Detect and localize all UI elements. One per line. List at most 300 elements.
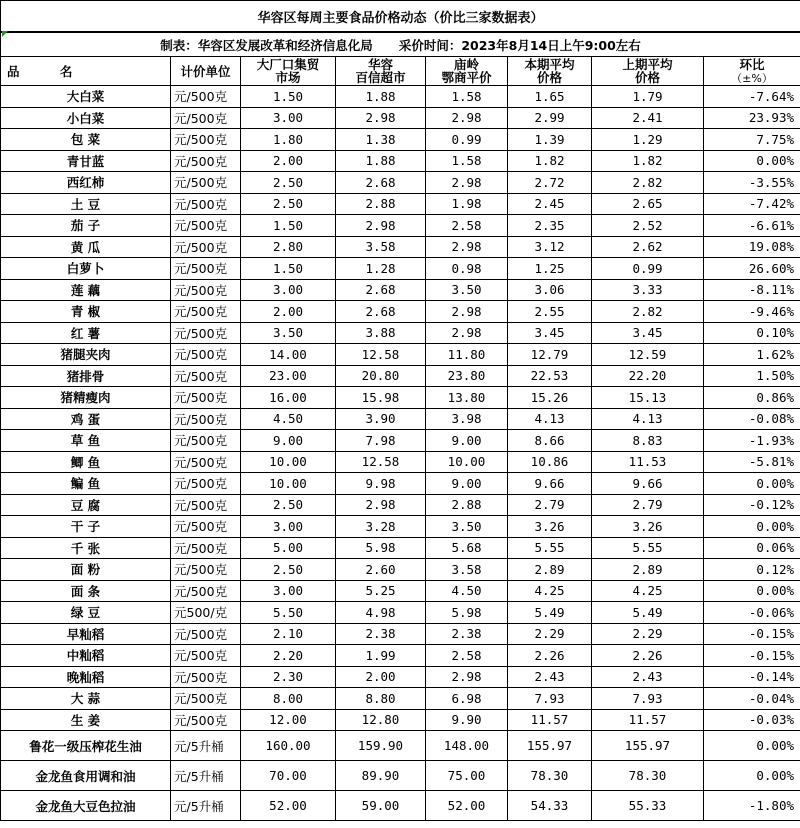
cell-unit: 元/500克 [171,172,241,194]
cell-previous-avg: 2.79 [592,494,704,516]
cell-market-3: 1.58 [426,150,508,172]
cell-current-avg: 2.35 [508,215,592,237]
cell-current-avg: 2.89 [508,559,592,581]
cell-name: 金龙鱼食用调和油 [1,761,171,791]
cell-previous-avg: 2.43 [592,666,704,688]
cell-previous-avg: 0.99 [592,258,704,280]
cell-current-avg: 78.30 [508,761,592,791]
cell-market-1: 1.50 [241,215,336,237]
cell-unit: 元/5升桶 [171,761,241,791]
cell-ratio: 0.00% [704,761,800,791]
cell-name: 青甘蓝 [1,150,171,172]
cell-market-3: 3.58 [426,559,508,581]
cell-ratio: -0.15% [704,623,800,645]
cell-unit: 元/500克 [171,258,241,280]
cell-ratio: -1.93% [704,430,800,452]
cell-name: 黄 瓜 [1,236,171,258]
cell-previous-avg: 2.89 [592,559,704,581]
table-row [1,451,800,473]
cell-current-avg: 1.82 [508,150,592,172]
cell-market-1: 10.00 [241,451,336,473]
cell-market-2: 2.38 [336,623,426,645]
cell-market-3: 2.88 [426,494,508,516]
table-row [1,791,800,821]
cell-market-2: 2.98 [336,107,426,129]
cell-ratio: 0.12% [704,559,800,581]
cell-market-3: 75.00 [426,761,508,791]
cell-name: 鲁花一级压榨花生油 [1,731,171,761]
cell-current-avg: 3.12 [508,236,592,258]
cell-market-1: 160.00 [241,731,336,761]
cell-previous-avg: 2.82 [592,301,704,323]
cell-name: 金龙鱼大豆色拉油 [1,791,171,821]
cell-market-3: 2.98 [426,107,508,129]
cell-market-1: 52.00 [241,791,336,821]
cell-current-avg: 5.49 [508,602,592,624]
cell-current-avg: 7.93 [508,688,592,710]
cell-market-2: 15.98 [336,387,426,409]
cell-market-2: 2.98 [336,215,426,237]
table-row [1,516,800,538]
cell-unit: 元/500克 [171,408,241,430]
cell-name: 包 菜 [1,129,171,151]
cell-current-avg: 4.13 [508,408,592,430]
header-name: 品 名 [1,57,171,86]
cell-unit: 元/500克 [171,322,241,344]
cell-market-3: 2.98 [426,172,508,194]
cell-previous-avg: 22.20 [592,365,704,387]
cell-name: 大白菜 [1,86,171,108]
cell-name: 鲫 鱼 [1,451,171,473]
cell-previous-avg: 1.79 [592,86,704,108]
cell-market-3: 1.98 [426,193,508,215]
cell-current-avg: 2.45 [508,193,592,215]
cell-ratio: -5.81% [704,451,800,473]
cell-unit: 元/500克 [171,107,241,129]
cell-market-2: 3.28 [336,516,426,538]
cell-name: 千 张 [1,537,171,559]
cell-name: 绿 豆 [1,602,171,624]
page-title: 华容区每周主要食品价格动态（价比三家数据表） [1,1,800,33]
cell-market-2: 20.80 [336,365,426,387]
cell-previous-avg: 4.13 [592,408,704,430]
cell-market-1: 10.00 [241,473,336,495]
cell-current-avg: 2.79 [508,494,592,516]
table-row [1,761,800,791]
cell-current-avg: 2.43 [508,666,592,688]
cell-name: 草 鱼 [1,430,171,452]
cell-market-3: 9.00 [426,473,508,495]
cell-current-avg: 2.72 [508,172,592,194]
cell-name: 早籼稻 [1,623,171,645]
cell-previous-avg: 2.41 [592,107,704,129]
cell-market-3: 5.68 [426,537,508,559]
cell-name: 大 蒜 [1,688,171,710]
cell-market-1: 9.00 [241,430,336,452]
cell-market-3: 2.98 [426,301,508,323]
cell-ratio: 0.86% [704,387,800,409]
cell-ratio: -9.46% [704,301,800,323]
cell-market-2: 59.00 [336,791,426,821]
cell-unit: 元500/克 [171,602,241,624]
table-row [1,236,800,258]
cell-market-2: 5.98 [336,537,426,559]
cell-market-2: 3.90 [336,408,426,430]
cell-market-3: 1.58 [426,86,508,108]
cell-previous-avg: 7.93 [592,688,704,710]
header-row [1,57,800,86]
cell-previous-avg: 4.25 [592,580,704,602]
cell-previous-avg: 55.33 [592,791,704,821]
cell-name: 鳊 鱼 [1,473,171,495]
cell-current-avg: 2.55 [508,301,592,323]
cell-ratio: -0.08% [704,408,800,430]
cell-market-1: 2.50 [241,193,336,215]
maker-label: 制表：华容区发展改革和经济信息化局 [160,37,373,53]
table-row [1,387,800,409]
cell-name: 青 椒 [1,301,171,323]
table-row [1,86,800,108]
cell-unit: 元/5升桶 [171,791,241,821]
cell-previous-avg: 1.82 [592,150,704,172]
cell-ratio: 23.93% [704,107,800,129]
cell-current-avg: 4.25 [508,580,592,602]
cell-unit: 元/500克 [171,688,241,710]
cell-market-3: 5.98 [426,602,508,624]
cell-market-3: 3.98 [426,408,508,430]
cell-market-3: 2.98 [426,322,508,344]
cell-market-2: 7.98 [336,430,426,452]
cell-market-1: 2.20 [241,645,336,667]
cell-ratio: 0.00% [704,150,800,172]
table-row [1,301,800,323]
cell-ratio: 19.08% [704,236,800,258]
cell-market-1: 5.50 [241,602,336,624]
cell-current-avg: 11.57 [508,709,592,731]
cell-previous-avg: 5.49 [592,602,704,624]
cell-comment-marker [2,31,8,37]
cell-previous-avg: 11.57 [592,709,704,731]
cell-name: 猪排骨 [1,365,171,387]
cell-current-avg: 9.66 [508,473,592,495]
table-row [1,645,800,667]
cell-current-avg: 2.29 [508,623,592,645]
cell-ratio: 0.00% [704,516,800,538]
table-row [1,430,800,452]
cell-name: 西红柿 [1,172,171,194]
table-row [1,494,800,516]
cell-market-1: 23.00 [241,365,336,387]
cell-previous-avg: 2.82 [592,172,704,194]
cell-name: 猪腿夹肉 [1,344,171,366]
cell-ratio: -7.64% [704,86,800,108]
cell-ratio: -3.55% [704,172,800,194]
cell-market-2: 1.28 [336,258,426,280]
header-unit: 计价单位 [171,57,241,86]
cell-market-3: 6.98 [426,688,508,710]
table-row [1,129,800,151]
cell-market-1: 16.00 [241,387,336,409]
cell-unit: 元/500克 [171,559,241,581]
cell-name: 生 姜 [1,709,171,731]
cell-unit: 元/500克 [171,365,241,387]
header-previous-avg: 上期平均 价格 [592,57,704,86]
cell-market-2: 1.88 [336,86,426,108]
header-ratio: 环比 （±%） [704,57,800,86]
cell-unit: 元/500克 [171,451,241,473]
cell-market-1: 14.00 [241,344,336,366]
cell-ratio: -8.11% [704,279,800,301]
cell-current-avg: 1.65 [508,86,592,108]
cell-ratio: -7.42% [704,193,800,215]
cell-market-2: 3.88 [336,322,426,344]
cell-market-1: 2.10 [241,623,336,645]
table-row [1,408,800,430]
cell-market-1: 2.80 [241,236,336,258]
cell-name: 豆 腐 [1,494,171,516]
table-row [1,666,800,688]
cell-ratio: -6.61% [704,215,800,237]
cell-name: 面 粉 [1,559,171,581]
cell-market-3: 10.00 [426,451,508,473]
cell-market-3: 0.98 [426,258,508,280]
cell-market-1: 1.80 [241,129,336,151]
cell-current-avg: 8.66 [508,430,592,452]
cell-previous-avg: 155.97 [592,731,704,761]
cell-market-3: 2.58 [426,215,508,237]
cell-current-avg: 5.55 [508,537,592,559]
cell-name: 中籼稻 [1,645,171,667]
cell-previous-avg: 11.53 [592,451,704,473]
cell-current-avg: 3.45 [508,322,592,344]
cell-previous-avg: 2.62 [592,236,704,258]
cell-market-3: 3.50 [426,516,508,538]
cell-ratio: 0.00% [704,580,800,602]
cell-previous-avg: 78.30 [592,761,704,791]
cell-current-avg: 3.06 [508,279,592,301]
cell-market-3: 9.00 [426,430,508,452]
cell-ratio: -0.15% [704,645,800,667]
cell-ratio: 26.60% [704,258,800,280]
cell-market-1: 8.00 [241,688,336,710]
cell-previous-avg: 2.26 [592,645,704,667]
cell-ratio: 0.06% [704,537,800,559]
cell-market-1: 3.00 [241,516,336,538]
cell-current-avg: 10.86 [508,451,592,473]
cell-market-1: 3.00 [241,279,336,301]
table-row [1,559,800,581]
cell-previous-avg: 2.29 [592,623,704,645]
table-row [1,709,800,731]
cell-market-1: 70.00 [241,761,336,791]
cell-unit: 元/500克 [171,666,241,688]
table-row [1,344,800,366]
cell-unit: 元/500克 [171,236,241,258]
cell-previous-avg: 8.83 [592,430,704,452]
cell-market-1: 2.00 [241,301,336,323]
cell-unit: 元/500克 [171,129,241,151]
cell-market-1: 2.50 [241,559,336,581]
collect-time-label: 采价时间：2023年8月14日上午9:00左右 [398,37,641,53]
cell-ratio: 0.00% [704,731,800,761]
cell-unit: 元/500克 [171,150,241,172]
table-row [1,150,800,172]
cell-name: 干 子 [1,516,171,538]
header-market-2: 华容 百信超市 [336,57,426,86]
table-row [1,279,800,301]
cell-market-1: 3.00 [241,580,336,602]
header-market-3: 庙岭 鄂商平价 [426,57,508,86]
cell-market-3: 9.90 [426,709,508,731]
cell-current-avg: 54.33 [508,791,592,821]
cell-market-1: 1.50 [241,86,336,108]
cell-unit: 元/500克 [171,86,241,108]
cell-market-1: 4.50 [241,408,336,430]
cell-previous-avg: 2.52 [592,215,704,237]
cell-market-2: 5.25 [336,580,426,602]
cell-unit: 元/500克 [171,494,241,516]
cell-market-3: 2.98 [426,666,508,688]
cell-current-avg: 155.97 [508,731,592,761]
cell-name: 小白菜 [1,107,171,129]
cell-ratio: 1.50% [704,365,800,387]
cell-market-2: 2.68 [336,172,426,194]
cell-current-avg: 3.26 [508,516,592,538]
cell-previous-avg: 12.59 [592,344,704,366]
table-row [1,731,800,761]
cell-market-1: 3.50 [241,322,336,344]
cell-name: 红 薯 [1,322,171,344]
cell-market-2: 3.58 [336,236,426,258]
cell-market-1: 12.00 [241,709,336,731]
cell-market-2: 89.90 [336,761,426,791]
cell-previous-avg: 3.26 [592,516,704,538]
cell-name: 白萝卜 [1,258,171,280]
cell-name: 面 条 [1,580,171,602]
cell-unit: 元/500克 [171,580,241,602]
cell-ratio: -1.80% [704,791,800,821]
table-row [1,365,800,387]
table-row [1,172,800,194]
header-market-1: 大厂口集贸 市场 [241,57,336,86]
meta-row [1,32,800,57]
cell-ratio: -0.04% [704,688,800,710]
cell-ratio: 1.62% [704,344,800,366]
cell-ratio: 0.00% [704,473,800,495]
cell-unit: 元/500克 [171,301,241,323]
cell-ratio: -0.03% [704,709,800,731]
cell-market-3: 4.50 [426,580,508,602]
cell-name: 莲 藕 [1,279,171,301]
cell-previous-avg: 15.13 [592,387,704,409]
cell-unit: 元/500克 [171,645,241,667]
cell-previous-avg: 3.45 [592,322,704,344]
cell-name: 茄 子 [1,215,171,237]
cell-ratio: 0.10% [704,322,800,344]
cell-market-3: 23.80 [426,365,508,387]
cell-current-avg: 1.25 [508,258,592,280]
cell-previous-avg: 1.29 [592,129,704,151]
cell-unit: 元/500克 [171,709,241,731]
table-row [1,215,800,237]
cell-market-1: 2.50 [241,172,336,194]
cell-current-avg: 2.26 [508,645,592,667]
cell-market-1: 3.00 [241,107,336,129]
cell-market-2: 2.68 [336,279,426,301]
cell-unit: 元/500克 [171,387,241,409]
table-row [1,258,800,280]
cell-market-3: 2.58 [426,645,508,667]
cell-ratio: -0.14% [704,666,800,688]
cell-name: 晚籼稻 [1,666,171,688]
cell-market-2: 8.80 [336,688,426,710]
cell-market-2: 2.60 [336,559,426,581]
cell-market-1: 2.00 [241,150,336,172]
cell-previous-avg: 5.55 [592,537,704,559]
cell-unit: 元/500克 [171,279,241,301]
table-row [1,473,800,495]
cell-unit: 元/500克 [171,193,241,215]
table-row [1,322,800,344]
cell-unit: 元/500克 [171,537,241,559]
cell-market-2: 2.00 [336,666,426,688]
cell-name: 猪精瘦肉 [1,387,171,409]
cell-market-3: 0.99 [426,129,508,151]
cell-market-1: 5.00 [241,537,336,559]
cell-market-2: 12.58 [336,451,426,473]
table-row [1,107,800,129]
cell-market-3: 11.80 [426,344,508,366]
table-row [1,688,800,710]
cell-market-2: 1.38 [336,129,426,151]
cell-current-avg: 12.79 [508,344,592,366]
cell-unit: 元/500克 [171,215,241,237]
cell-market-3: 2.38 [426,623,508,645]
cell-market-2: 1.88 [336,150,426,172]
cell-market-2: 9.98 [336,473,426,495]
cell-unit: 元/500克 [171,344,241,366]
table-row [1,602,800,624]
cell-unit: 元/500克 [171,473,241,495]
cell-unit: 元/5升桶 [171,731,241,761]
cell-ratio: 7.75% [704,129,800,151]
cell-market-3: 13.80 [426,387,508,409]
cell-market-2: 2.98 [336,494,426,516]
cell-ratio: -0.12% [704,494,800,516]
header-current-avg: 本期平均 价格 [508,57,592,86]
table-row [1,537,800,559]
cell-unit: 元/500克 [171,516,241,538]
cell-market-2: 12.58 [336,344,426,366]
cell-market-1: 1.50 [241,258,336,280]
cell-market-2: 12.80 [336,709,426,731]
cell-current-avg: 15.26 [508,387,592,409]
cell-market-2: 2.68 [336,301,426,323]
cell-market-2: 1.99 [336,645,426,667]
cell-current-avg: 1.39 [508,129,592,151]
cell-previous-avg: 9.66 [592,473,704,495]
cell-name: 鸡 蛋 [1,408,171,430]
cell-market-3: 3.50 [426,279,508,301]
table-row [1,193,800,215]
cell-market-1: 2.30 [241,666,336,688]
cell-market-2: 4.98 [336,602,426,624]
cell-market-2: 2.88 [336,193,426,215]
cell-current-avg: 2.99 [508,107,592,129]
cell-market-1: 2.50 [241,494,336,516]
cell-unit: 元/500克 [171,430,241,452]
table-row [1,623,800,645]
